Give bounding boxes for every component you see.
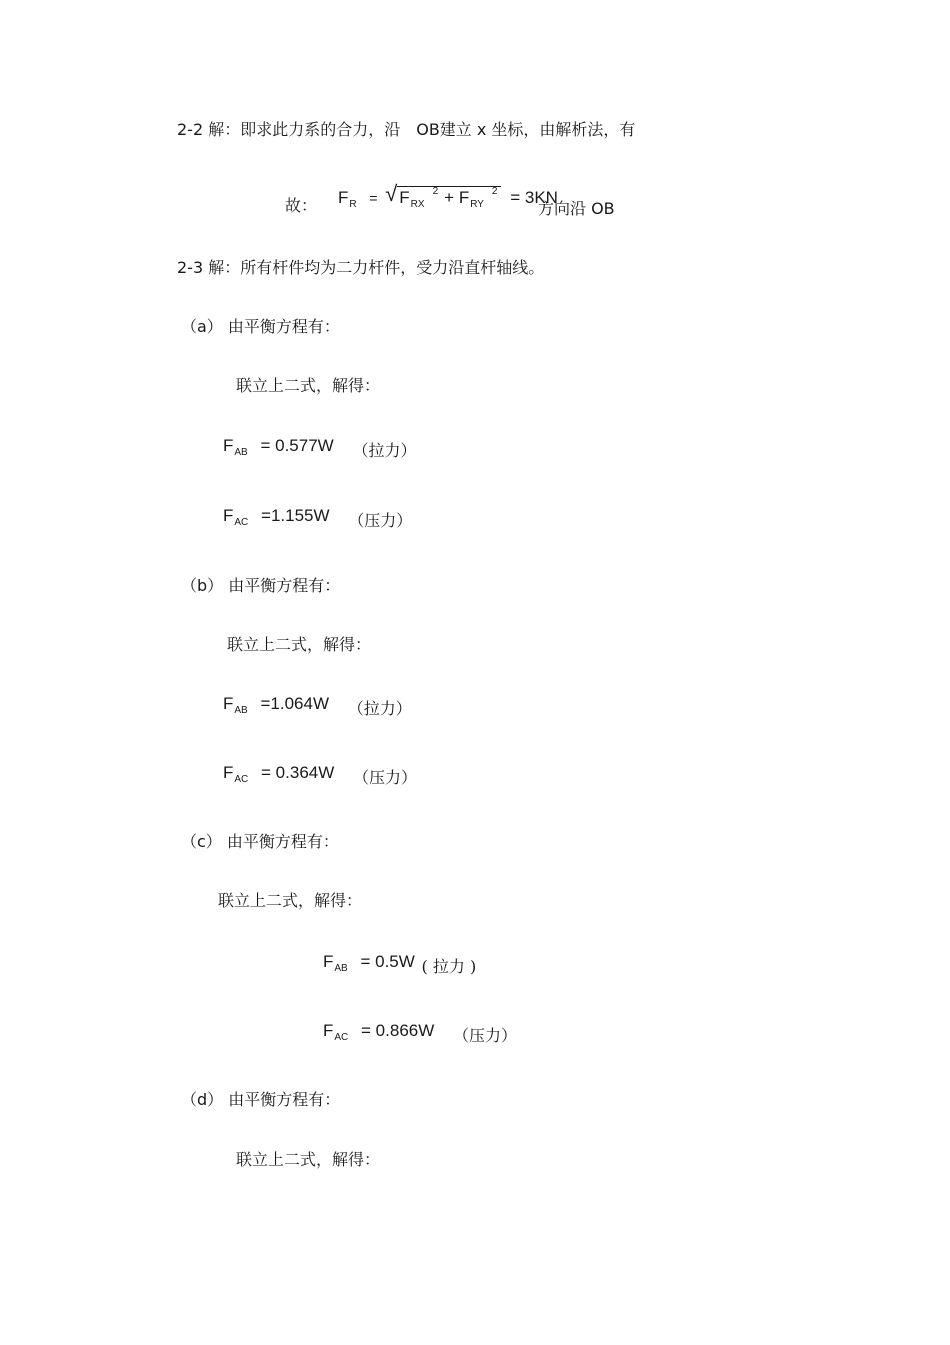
term1-symbol: F [399,188,410,207]
case-b-heading: （b） 由平衡方程有： [181,576,341,595]
fab-sub: AB [334,963,348,974]
case-b-fac [223,763,417,786]
resultant-equation [338,181,558,211]
fab-value: = 0.577W [260,436,334,455]
fac-note: （压力） [348,511,413,530]
term2-sub: RY [470,199,484,210]
case-a-heading: （a） 由平衡方程有： [181,317,340,336]
case-b-solve: 联立上二式，解得： [227,635,372,654]
case-d-solve: 联立上二式，解得： [236,1150,381,1169]
case-c-fac [323,1021,517,1044]
case-a-solve: 联立上二式，解得： [236,376,381,395]
fab-note: （拉力） [352,441,417,460]
case-d-heading: （d） 由平衡方程有： [181,1090,341,1109]
term2-symbol: F [458,188,470,207]
fab-sub: AB [234,447,248,458]
term1-sub: RX [410,199,425,210]
fac-note: （压力） [353,768,418,787]
fac-value: = 0.866W [361,1021,435,1040]
case-a-fac [223,506,412,529]
fac-sub: AC [234,774,249,785]
therefore-label: 故： [285,196,318,215]
fab-note: ( 拉力 ) [421,957,477,976]
problem-2-3-text: 2-3 解：所有杆件均为二力杆件，受力沿直杆轴线。 [177,258,545,277]
fac-symbol: F [323,1021,334,1040]
radicand [397,186,501,211]
fab-note: （拉力） [347,699,412,718]
fac-sub: AC [334,1032,349,1043]
fab-sub: AB [234,705,248,716]
fab-symbol: F [223,436,234,455]
direction-text: 方向沿 OB [538,199,615,218]
fac-sub: AC [234,517,249,528]
case-c-heading: （c） 由平衡方程有： [181,832,339,851]
sqrt-expression [385,181,501,211]
eq-lhs-symbol: F [338,188,349,207]
fab-value: =1.064W [260,694,329,713]
plus-sign: + [444,188,455,207]
fab-symbol: F [323,952,334,971]
case-b-fab [223,694,412,717]
eq-rhs: = 3KN [510,188,558,207]
radical-icon: √ [385,181,398,206]
case-c-fab [323,952,476,975]
eq-sign: = [369,190,378,206]
fac-value: =1.155W [261,506,330,525]
fab-value: = 0.5W [360,952,415,971]
term2-sup: 2 [491,186,498,197]
eq-lhs-sub: R [349,199,357,210]
fac-note: （压力） [453,1026,518,1045]
fac-symbol: F [223,763,234,782]
case-c-solve: 联立上二式，解得： [218,891,363,910]
fac-value: = 0.364W [261,763,335,782]
case-a-fab [223,436,416,459]
fac-symbol: F [223,506,234,525]
problem-2-2-text: 2-2 解：即求此力系的合力，沿 OB建立 x 坐标，由解析法，有 [177,120,636,139]
term1-sup: 2 [432,186,439,197]
fab-symbol: F [223,694,234,713]
